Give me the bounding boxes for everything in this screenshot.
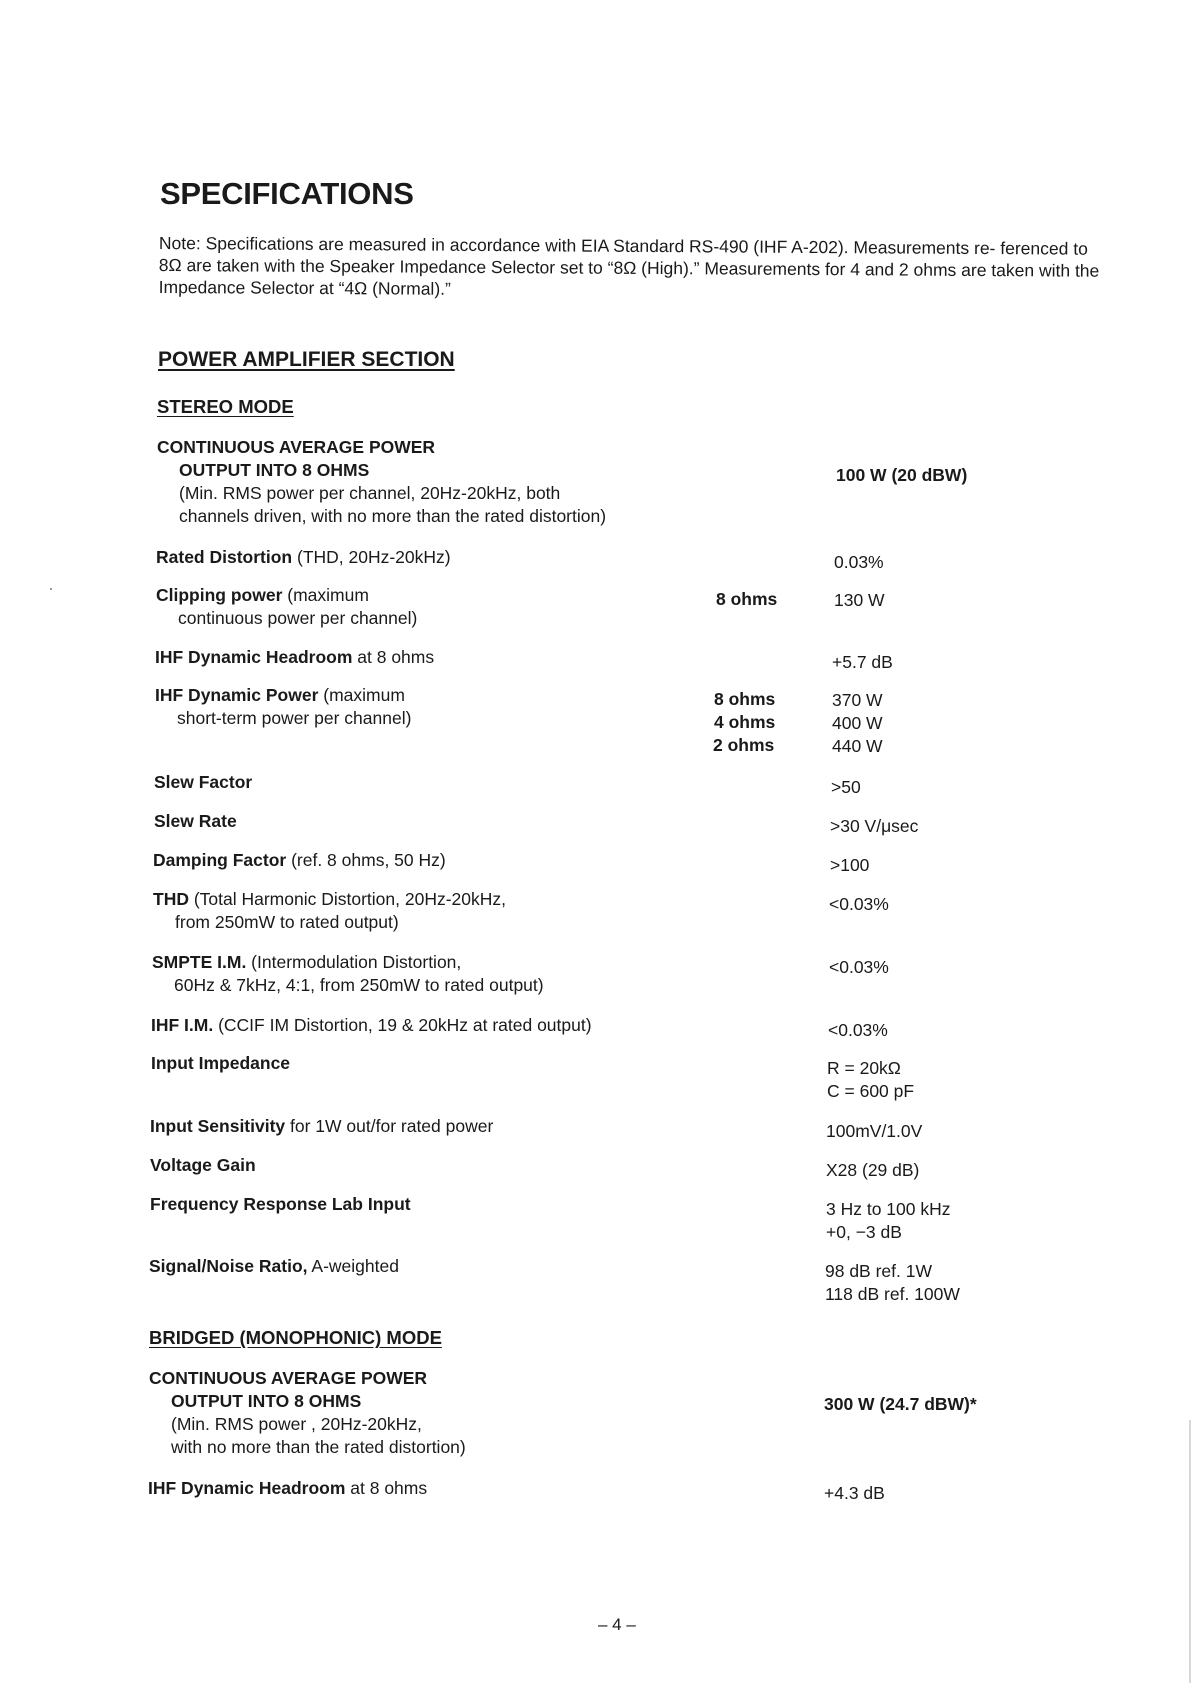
- spec-label: CONTINUOUS AVERAGE POWER: [149, 1368, 428, 1388]
- spec-value: <0.03%: [828, 1020, 888, 1040]
- spec-thd: [153, 888, 506, 934]
- spec-value: +0, −3 dB: [826, 1222, 902, 1242]
- spec-label: Input Impedance: [151, 1053, 291, 1073]
- spec-detail: (THD, 20Hz-20kHz): [292, 547, 451, 567]
- spec-damping-factor: [153, 849, 446, 872]
- load-label: 2 ohms: [713, 735, 775, 755]
- spec-value: +5.7 dB: [832, 652, 893, 672]
- spec-ihf-dynamic-headroom: [155, 646, 434, 669]
- spec-value: 370 W: [832, 690, 883, 710]
- load-label: 4 ohms: [714, 712, 776, 732]
- spec-label: Signal/Noise Ratio,: [149, 1256, 308, 1276]
- spec-value: C = 600 pF: [827, 1081, 915, 1101]
- spec-detail: for 1W out/for rated power: [285, 1116, 494, 1136]
- spec-value: <0.03%: [829, 894, 889, 914]
- spec-label: Rated Distortion: [156, 547, 293, 567]
- spec-detail: from 250mW to rated output): [175, 912, 399, 932]
- spec-value: 130 W: [834, 590, 885, 610]
- spec-detail: (CCIF IM Distortion, 19 & 20kHz at rated output): [213, 1015, 592, 1035]
- spec-input-impedance: [151, 1052, 290, 1075]
- spec-detail: (Min. RMS power per channel, 20Hz-20kHz, both: [179, 483, 561, 503]
- spec-detail: (maximum: [282, 585, 369, 605]
- spec-label: Slew Rate: [154, 811, 237, 831]
- spec-value: 118 dB ref. 100W: [825, 1284, 960, 1304]
- spec-value: >50: [831, 777, 861, 797]
- spec-signal-noise-ratio: [149, 1255, 399, 1278]
- spec-value: >30 V/μsec: [830, 816, 919, 836]
- subsection-heading-stereo: STEREO MODE: [157, 396, 294, 417]
- section-heading-power-amplifier: POWER AMPLIFIER SECTION: [158, 348, 455, 371]
- spec-label: Damping Factor: [153, 850, 287, 870]
- spec-detail: continuous power per channel): [178, 608, 418, 628]
- page-title: SPECIFICATIONS: [160, 176, 414, 211]
- spec-detail: short-term power per channel): [177, 708, 412, 728]
- spec-label: SMPTE I.M.: [152, 952, 247, 972]
- spec-detail: (Min. RMS power , 20Hz-20kHz,: [171, 1414, 422, 1434]
- spec-detail: A-weighted: [307, 1256, 399, 1276]
- spec-value: R = 20kΩ: [827, 1058, 901, 1078]
- spec-continuous-power-bridged: [149, 1367, 466, 1459]
- spec-value: <0.03%: [829, 957, 889, 977]
- load-label: 8 ohms: [714, 689, 776, 709]
- spec-value: 100mV/1.0V: [826, 1121, 923, 1141]
- spec-label: IHF I.M.: [151, 1015, 214, 1035]
- spec-label: OUTPUT INTO 8 OHMS: [179, 460, 370, 480]
- spec-slew-factor: [154, 771, 252, 794]
- spec-detail: at 8 ohms: [345, 1478, 428, 1498]
- spec-value: X28 (29 dB): [826, 1160, 920, 1180]
- measurement-note: Note: Specifications are measured in accordance with EIA Standard RS-490 (IHF A-202). Measurements re- ferenced to 8Ω are taken with the Speaker Impedance Selector set to “8Ω (High).” Measurements for 4 and 2 ohms are taken with the Impedance Selector at “4Ω (Normal).”: [158, 232, 1100, 299]
- spec-label: Clipping power: [156, 585, 283, 605]
- spec-value: 98 dB ref. 1W: [825, 1261, 932, 1281]
- spec-detail: 60Hz & 7kHz, 4:1, from 250mW to rated output): [174, 975, 544, 995]
- scan-speck: [50, 588, 52, 590]
- spec-label: Input Sensitivity: [150, 1116, 286, 1136]
- spec-detail: with no more than the rated distortion): [171, 1437, 466, 1457]
- subsection-heading-bridged: BRIDGED (MONOPHONIC) MODE: [149, 1327, 442, 1348]
- spec-ihf-dynamic-power: [155, 684, 411, 730]
- spec-label: IHF Dynamic Power: [155, 685, 319, 705]
- spec-value: >100: [830, 855, 870, 875]
- spec-slew-rate: [154, 810, 237, 833]
- spec-label: IHF Dynamic Headroom: [155, 647, 353, 667]
- spec-detail: (ref. 8 ohms, 50 Hz): [286, 850, 446, 870]
- spec-continuous-power-stereo: [157, 436, 606, 528]
- spec-detail: (Total Harmonic Distortion, 20Hz-20kHz,: [188, 889, 507, 909]
- spec-value: 3 Hz to 100 kHz: [826, 1199, 951, 1219]
- spec-value: +4.3 dB: [824, 1483, 885, 1503]
- spec-label: OUTPUT INTO 8 OHMS: [171, 1391, 362, 1411]
- spec-frequency-response: [150, 1193, 411, 1216]
- spec-value: 300 W (24.7 dBW)*: [824, 1394, 977, 1414]
- spec-label: Slew Factor: [154, 772, 253, 792]
- spec-value: 400 W: [832, 713, 883, 733]
- spec-detail: channels driven, with no more than the rated distortion): [179, 506, 607, 526]
- spec-detail: (Intermodulation Distortion,: [246, 952, 462, 972]
- spec-rated-distortion: [156, 546, 451, 569]
- spec-value: 440 W: [832, 736, 883, 756]
- spec-value: 0.03%: [834, 552, 884, 572]
- spec-voltage-gain: [150, 1154, 256, 1177]
- spec-ihf-dynamic-headroom-bridged: [148, 1477, 427, 1500]
- spec-smpte-im: [152, 951, 544, 997]
- spec-input-sensitivity: [150, 1115, 493, 1138]
- spec-clipping-power: [156, 584, 417, 630]
- spec-label: IHF Dynamic Headroom: [148, 1478, 346, 1498]
- spec-label: THD: [153, 889, 189, 909]
- spec-detail: (maximum: [318, 685, 405, 705]
- load-label: 8 ohms: [716, 589, 778, 609]
- spec-label: Voltage Gain: [150, 1155, 256, 1175]
- page-number: – 4 –: [598, 1615, 636, 1634]
- spec-detail: at 8 ohms: [352, 647, 435, 667]
- spec-value: 100 W (20 dBW): [836, 465, 968, 485]
- spec-label: Frequency Response Lab Input: [150, 1194, 411, 1214]
- spec-ihf-im: [151, 1014, 592, 1037]
- spec-label: CONTINUOUS AVERAGE POWER: [157, 437, 436, 457]
